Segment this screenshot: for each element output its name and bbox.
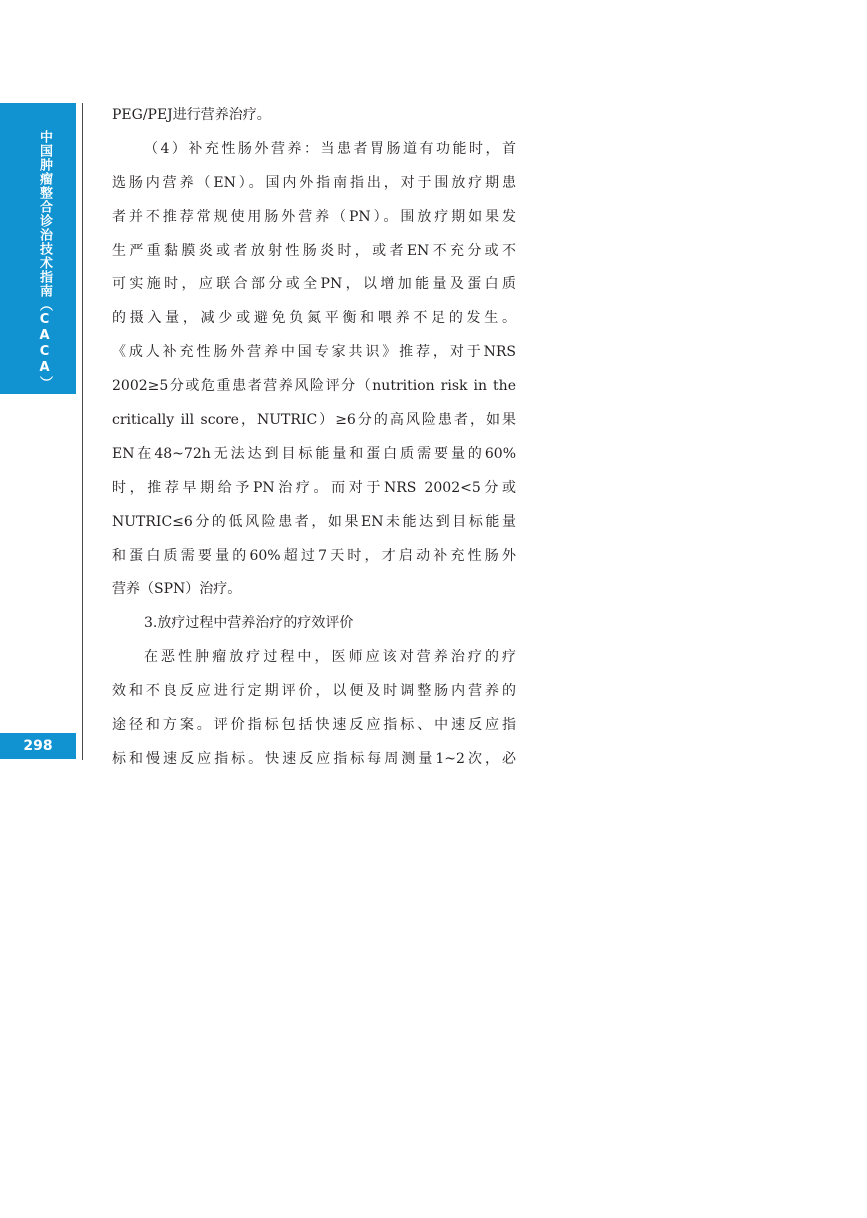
text-line: 和蛋白质需要量的60%超过7天时，才启动补充性肠外 (112, 547, 516, 564)
text-line: 效和不良反应进行定期评价，以便及时调整肠内营养的 (112, 683, 516, 700)
text-line: 途径和方案。评价指标包括快速反应指标、中速反应指 (112, 717, 516, 734)
book-title: 中国肿瘤整合诊治技术指南（CACA） (37, 130, 52, 390)
text-line: EN在48~72h无法达到目标能量和蛋白质需要量的60% (112, 445, 516, 462)
text-line: 者并不推荐常规使用肠外营养（PN）。围放疗期如果发 (112, 208, 516, 225)
body-text (112, 99, 516, 777)
text-line: 的摄入量，减少或避免负氮平衡和喂养不足的发生。 (112, 310, 516, 327)
text-line: critically ill score，NUTRIC）≥6分的高风险患者，如果 (112, 412, 516, 429)
text-line: 《成人补充性肠外营养中国专家共识》推荐，对于NRS (112, 344, 516, 361)
text-line: 营养（SPN）治疗。 (112, 581, 242, 598)
text-line: 可实施时，应联合部分或全PN，以增加能量及蛋白质 (112, 276, 516, 293)
page-number: 298 (23, 738, 53, 754)
text-line: PEG/PEJ进行营养治疗。 (112, 107, 271, 123)
text-line: 生严重黏膜炎或者放射性肠炎时，或者EN不充分或不 (112, 242, 516, 259)
text-line: 标和慢速反应指标。快速反应指标每周测量1~2次，必 (112, 750, 516, 767)
text-line: 选肠内营养（EN）。国内外指南指出，对于围放疗期患 (112, 174, 516, 191)
text-line: NUTRIC≤6分的低风险患者，如果EN未能达到目标能量 (112, 513, 516, 530)
margin-divider (82, 103, 83, 760)
section-heading: 3.放疗过程中营养治疗的疗效评价 (144, 615, 354, 632)
text-line: 时，推荐早期给予PN治疗。而对于NRS 2002<5分或 (112, 479, 516, 496)
text-line: 在恶性肿瘤放疗过程中，医师应该对营养治疗的疗 (144, 649, 516, 666)
text-line: 2002≥5分或危重患者营养风险评分（nutrition risk in the (112, 378, 516, 395)
text-line: （4）补充性肠外营养：当患者胃肠道有功能时，首 (144, 140, 516, 157)
